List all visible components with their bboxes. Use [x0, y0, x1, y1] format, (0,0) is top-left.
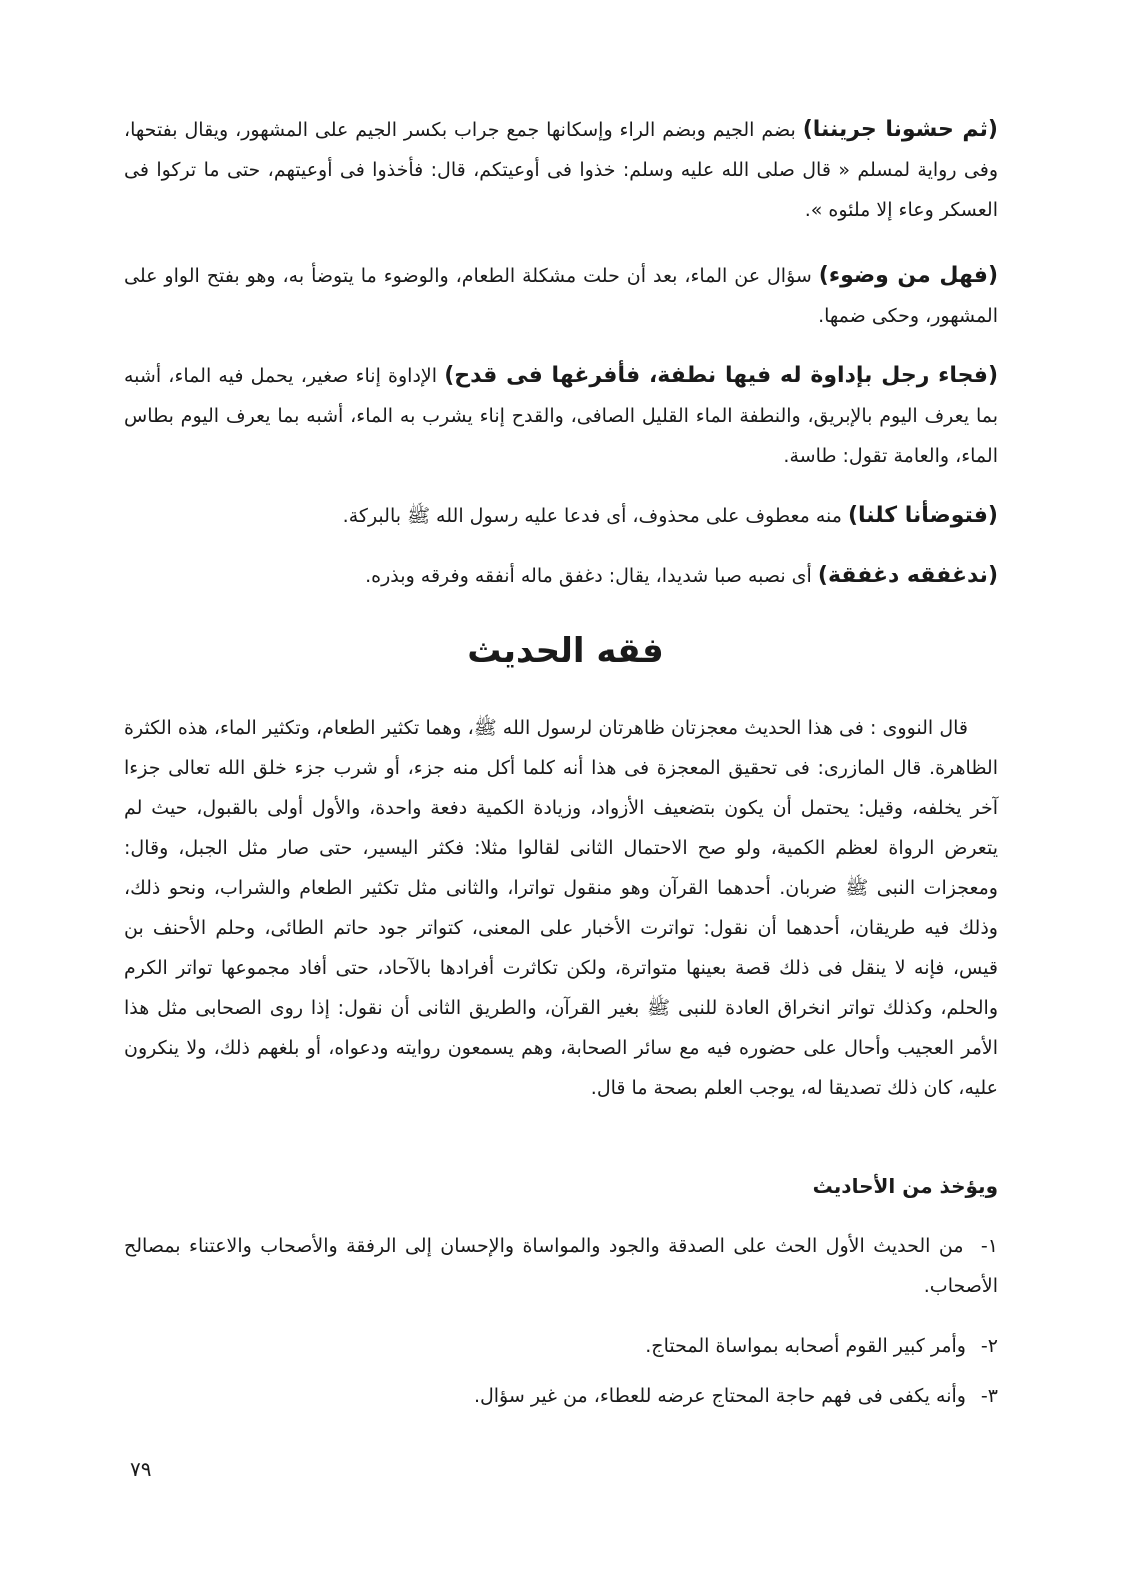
- page-number: ٧٩: [130, 1457, 152, 1481]
- glossary-entry-1: [124, 110, 998, 230]
- glossary-term: (فهل من وضوء): [818, 263, 999, 288]
- lessons-heading: ويؤخذ من الأحاديث: [812, 1174, 998, 1198]
- body-paragraph: قال النووى : فى هذا الحديث معجزتان ظاهرتان لرسول الله ﷺ، وهما تكثير الطعام، وتكثير الماء، هذه الكثرة الظاهرة. قال المازرى: فى تحقيق المعجزة فى هذا أنه كلما أكل منه جزء، أو شرب جزء خلق الله تعالى جزءا آخر يخلفه، وقيل: يحتمل أن يكون بتضعيف الأزواد، وزيادة الكمية دفعة واحدة، والأول أولى بالقبول، حيث لم يتعرض الرواة لعظم الكمية، ولو صح الاحتمال الثانى لقالوا مثلا: فكثر اليسير، حتى صار مثل الجبل، وقال: ومعجزات النبى ﷺ ضربان. أحدهما القرآن وهو منقول تواترا، والثانى مثل تكثير الطعام والشراب، ونحو ذلك، وذلك فيه طريقان، أحدهما أن نقول: تواترت الأخبار على المعنى، كتواتر جود حاتم الطائى، وحلم الأحنف بن قيس، فإنه لا ينقل فى ذلك قصة بعينها متواترة، ولكن تكاثرت أفرادها بالآحاد، حتى أفاد مجموعها تواتر الكرم والحلم، وكذلك تواتر انخراق العادة للنبى ﷺ بغير القرآن، والطريق الثانى أن نقول: إذا روى الصحابى مثل هذا الأمر العجيب وأحال على حضوره فيه مع سائر الصحابة، وهم يسمعون روايته ودعواه، أو بلغهم ذلك، ولا ينكرون عليه، كان ذلك تصديقا له، يوجب العلم بصحة ما قال.: [124, 717, 998, 1099]
- glossary-definition: أى نصبه صبا شديدا، يقال: دغفق ماله أنفقه وفرقه وبذره.: [365, 565, 812, 587]
- list-item: [124, 1226, 998, 1306]
- list-item: [124, 1376, 998, 1416]
- list-item-text: وأنه يكفى فى فهم حاجة المحتاج عرضه للعطاء، من غير سؤال.: [473, 1385, 966, 1407]
- glossary-definition: منه معطوف على محذوف، أى فدعا عليه رسول الله ﷺ بالبركة.: [342, 505, 842, 527]
- list-item-text: وأمر كبير القوم أصحابه بمواساة المحتاج.: [645, 1335, 966, 1357]
- section-title: فقه الحديث: [467, 631, 664, 671]
- glossary-entry-3: [124, 356, 998, 476]
- glossary-term: (فتوضأنا كلنا): [847, 503, 998, 528]
- glossary-definition: الإداوة إناء صغير، يحمل فيه الماء، أشبه بما يعرف اليوم بالإبريق، والنطفة الماء القليل الصافى، والقدح إناء يشرب به الماء، أشبه بما يعرف اليوم بطاس الماء، والعامة تقول: طاسة.: [124, 365, 998, 467]
- list-item-text: من الحديث الأول الحث على الصدقة والجود والمواساة والإحسان إلى الرفقة والأصحاب والاعتناء بمصالح الأصحاب.: [124, 1235, 998, 1297]
- list-item-number: ١-: [980, 1235, 998, 1257]
- glossary-term: (ندغفقه دغفقة): [817, 563, 998, 588]
- list-item-number: ٢-: [980, 1335, 998, 1357]
- list-item-number: ٣-: [980, 1385, 998, 1407]
- glossary-definition: سؤال عن الماء، بعد أن حلت مشكلة الطعام، والوضوء ما يتوضأ به، وهو بفتح الواو على المشهور، وحكى ضمها.: [124, 265, 998, 327]
- glossary-entry-4: [124, 496, 998, 536]
- list-item: [124, 1326, 998, 1366]
- glossary-entry-2: [124, 256, 998, 336]
- glossary-definition: بضم الجيم وبضم الراء وإسكانها جمع جراب بكسر الجيم على المشهور، ويقال بفتحها، وفى رواية لمسلم « قال صلى الله عليه وسلم: خذوا فى أوعيتكم، قال: فأخذوا فى أوعيتهم، حتى ما تركوا فى العسكر وعاء إلا ملئوه ».: [124, 119, 998, 221]
- glossary-entry-5: [124, 556, 998, 596]
- glossary-term: (فجاء رجل بإداوة له فيها نطفة، فأفرغها فى قدح): [444, 363, 998, 388]
- glossary-term: (ثم حشونا جريننا): [802, 117, 998, 142]
